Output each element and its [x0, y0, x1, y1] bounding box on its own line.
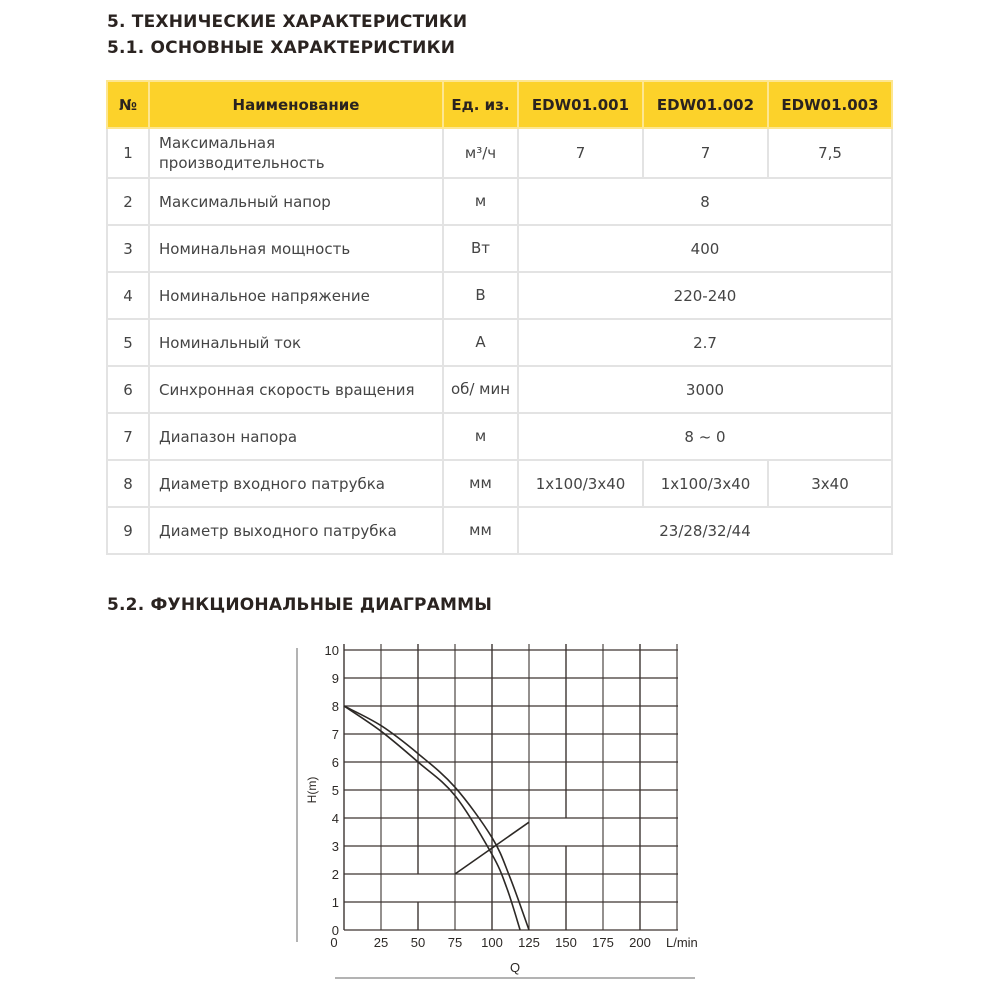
row-no: 8 — [107, 460, 149, 507]
row-name: Синхронная скорость вращения — [149, 366, 443, 413]
row-no: 5 — [107, 319, 149, 366]
y-tick-label: 7 — [331, 727, 339, 742]
row-no: 4 — [107, 272, 149, 319]
row-name: Максимальный напор — [149, 178, 443, 225]
row-value: 220-240 — [518, 272, 892, 319]
row-unit: м — [443, 178, 518, 225]
x-tick-label: 50 — [410, 935, 426, 950]
y-tick-label: 6 — [331, 755, 339, 770]
x-tick-label: 0 — [330, 935, 338, 950]
row-unit: об/ мин — [443, 366, 518, 413]
row-value: 8 — [518, 178, 892, 225]
x-tick-label: 100 — [481, 935, 503, 950]
row-name: Максимальная производительность — [149, 128, 443, 178]
x-axis-label: Q — [509, 960, 521, 975]
row-unit: мм — [443, 460, 518, 507]
col-header-name: Наименование — [149, 81, 443, 128]
row-name: Диапазон напора — [149, 413, 443, 460]
row-value: 7,5 — [768, 128, 892, 178]
subsection-heading: 5.1. ОСНОВНЫЕ ХАРАКТЕРИСТИКИ — [107, 38, 456, 58]
y-axis-label: H(m) — [305, 776, 319, 804]
col-header-unit: Ед. из. — [443, 81, 518, 128]
row-no: 7 — [107, 413, 149, 460]
row-unit: м³/ч — [443, 128, 518, 178]
row-value: 8 ~ 0 — [518, 413, 892, 460]
row-value: 2.7 — [518, 319, 892, 366]
x-tick-label: 200 — [629, 935, 651, 950]
row-unit: В — [443, 272, 518, 319]
diagrams-heading: 5.2. ФУНКЦИОНАЛЬНЫЕ ДИАГРАММЫ — [107, 595, 493, 615]
y-tick-label: 2 — [331, 867, 339, 882]
row-name: Номинальная мощность — [149, 225, 443, 272]
row-value: 1x100/3x40 — [518, 460, 643, 507]
col-header-model-1: EDW01.001 — [518, 81, 643, 128]
row-no: 1 — [107, 128, 149, 178]
y-tick-label: 1 — [331, 895, 339, 910]
col-header-no: № — [107, 81, 149, 128]
row-name: Номинальный ток — [149, 319, 443, 366]
row-name: Диаметр выходного патрубка — [149, 507, 443, 554]
row-value: 400 — [518, 225, 892, 272]
row-value: 23/28/32/44 — [518, 507, 892, 554]
row-unit: А — [443, 319, 518, 366]
chart-labels — [325, 643, 651, 950]
y-tick-label: 5 — [331, 783, 339, 798]
row-no: 2 — [107, 178, 149, 225]
x-tick-label: 25 — [373, 935, 389, 950]
row-value: 7 — [518, 128, 643, 178]
row-unit: м — [443, 413, 518, 460]
y-tick-label: 10 — [324, 643, 339, 658]
row-value: 7 — [643, 128, 768, 178]
row-unit: мм — [443, 507, 518, 554]
y-tick-label: 8 — [331, 699, 339, 714]
x-tick-label: 150 — [555, 935, 577, 950]
row-unit: Вт — [443, 225, 518, 272]
y-tick-label: 4 — [331, 811, 339, 826]
x-tick-label: 175 — [592, 935, 614, 950]
y-tick-label: 9 — [331, 671, 339, 686]
y-tick-label: 0 — [331, 923, 339, 938]
row-value: 3000 — [518, 366, 892, 413]
x-axis-unit: L/min — [666, 935, 698, 950]
col-header-model-2: EDW01.002 — [643, 81, 768, 128]
y-tick-label: 3 — [331, 839, 339, 854]
row-no: 9 — [107, 507, 149, 554]
col-header-model-3: EDW01.003 — [768, 81, 892, 128]
section-heading: 5. ТЕХНИЧЕСКИЕ ХАРАКТЕРИСТИКИ — [107, 12, 468, 32]
chart-grid — [344, 644, 678, 930]
x-tick-label: 75 — [447, 935, 463, 950]
row-name: Номинальное напряжение — [149, 272, 443, 319]
row-value: 1x100/3x40 — [643, 460, 768, 507]
row-no: 6 — [107, 366, 149, 413]
row-name: Диаметр входного патрубка — [149, 460, 443, 507]
row-value: 3x40 — [768, 460, 892, 507]
row-no: 3 — [107, 225, 149, 272]
x-tick-label: 125 — [518, 935, 540, 950]
